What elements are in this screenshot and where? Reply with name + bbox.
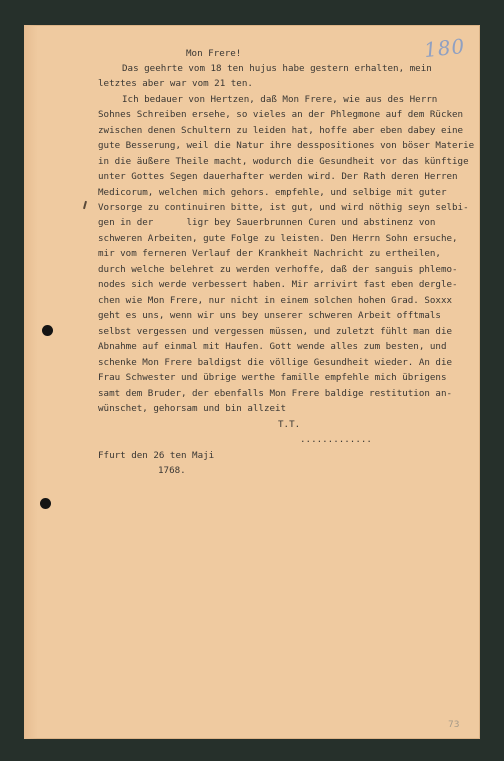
letter-line: nodes sich werde verbessert haben. Mir arrivirt fast eben dergle-	[98, 279, 458, 290]
letter-line: samt dem Bruder, der ebenfalls Mon Frere baldige restitution an-	[98, 388, 453, 399]
handwritten-page-number: 180	[422, 33, 467, 63]
letter-line: selbst vergessen und vergessen müssen, und zuletzt fühlt man die	[98, 326, 453, 337]
letter-line: schweren Arbeiten, gute Folge zu leisten. Den Herrn Sohn ersuche,	[98, 233, 458, 244]
letter-line: gen in der ligr bey Sauerbrunnen Curen und abstinenz von	[98, 217, 436, 228]
letter-line: chen wie Mon Frere, nur nicht in einem solchen hohen Grad. Soxxx	[98, 295, 453, 306]
letter-line: durch welche belehret zu werden verhoffe, daß der sanguis phlemo-	[98, 264, 458, 275]
letter-line: Sohnes Schreiben ersehe, so vieles an der Phlegmone auf dem Rücken	[98, 109, 464, 120]
letter-line: Ich bedauer von Hertzen, daß Mon Frere, wie aus des Herrn	[122, 94, 438, 105]
folio-number: 73	[448, 720, 460, 730]
salutation: Mon Frere!	[186, 48, 242, 59]
signature: T.T.	[278, 419, 301, 430]
punch-hole-icon	[40, 498, 51, 509]
letter-line: unter Gottes Segen dauerhafter werden wird. Der Rath deren Herren	[98, 171, 458, 182]
letter-line: geht es uns, wenn wir uns bey unserer schweren Arbeit offtmals	[98, 310, 441, 321]
letter-line: zwischen denen Schultern zu leiden hat, hoffe aber eben dabey eine	[98, 125, 464, 136]
letter-line: Das geehrte vom 18 ten hujus habe gestern erhalten, mein	[122, 63, 432, 74]
letter-line: Abnahme auf einmal mit Haufen. Gott wende alles zum besten, und	[98, 341, 447, 352]
letter-line: Vorsorge zu continuiren bitte, ist gut, und wird nöthig seyn selbi-	[98, 202, 469, 213]
punch-hole-icon	[42, 325, 53, 336]
year: 1768.	[158, 465, 186, 476]
signature-dots: .............	[300, 434, 372, 445]
letter-line: mir vom ferneren Verlauf der Krankheit Nachricht zu ertheilen,	[98, 248, 441, 259]
letter-line: Medicorum, welchen mich gehors. empfehle, und selbige mit guter	[98, 187, 447, 198]
letter-line: schenke Mon Frere baldigst die völlige Gesundheit wieder. An die	[98, 357, 453, 368]
letter-line: Frau Schwester und übrige werthe famille empfehle mich übrigens	[98, 372, 447, 383]
place-date: Ffurt den 26 ten Maji	[98, 450, 215, 461]
letter-line: letztes aber war vom 21 ten.	[98, 78, 253, 89]
letter-line: in die äußere Theile macht, wodurch die Gesundheit vor das künftige	[98, 156, 469, 167]
letter-line: gute Besserung, weil die Natur ihre desspositiones von böser Materie	[98, 140, 475, 151]
letter-line: wünschet, gehorsam und bin allzeit	[98, 403, 287, 414]
